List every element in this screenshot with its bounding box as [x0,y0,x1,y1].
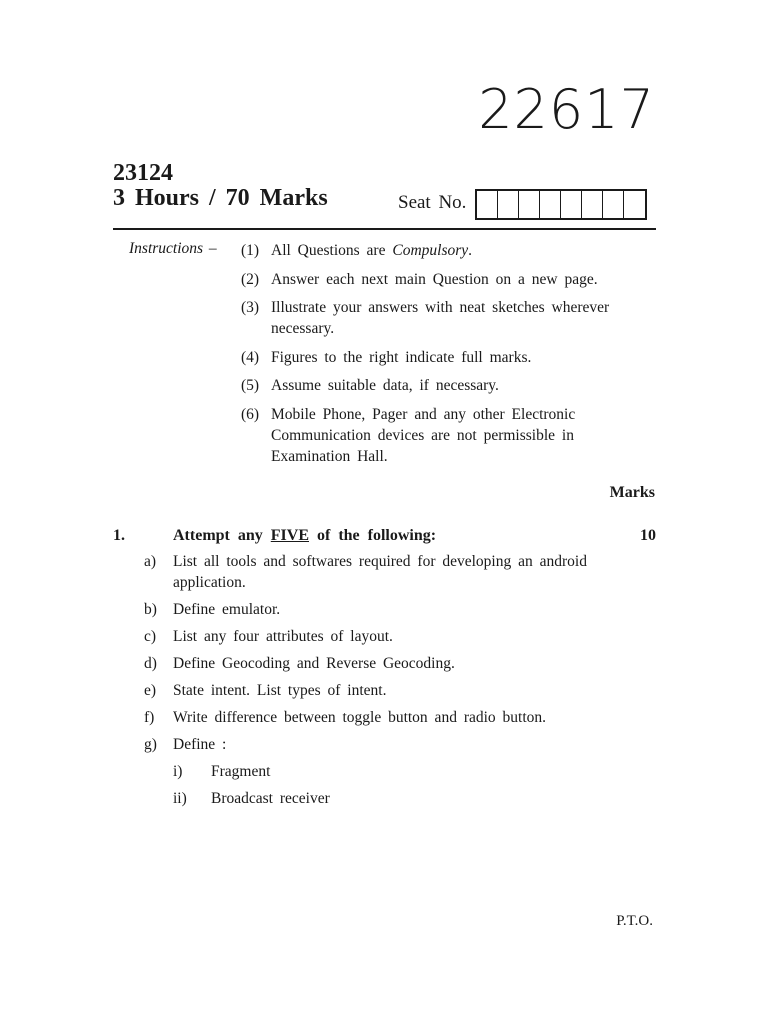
question-part [144,708,618,729]
seat-digit-box[interactable] [561,191,582,218]
question-part [144,681,618,702]
seat-digit-box[interactable] [540,191,561,218]
part-text: Define : [173,735,227,753]
seat-digit-box[interactable] [624,191,645,218]
seat-number-boxes[interactable] [475,189,647,220]
paper-code: 22617 [478,78,655,141]
exam-code: 23124 [113,160,173,186]
question-part [144,552,618,593]
question-heading: Attempt any FIVE of the following: [173,527,437,544]
part-text: Write difference between toggle button and radio button. [173,708,547,726]
subpart-label: i) [173,762,183,780]
instruction-number: (2) [241,270,260,288]
question-part [144,735,618,756]
instruction-item [241,347,633,368]
part-label: b) [144,600,157,618]
question-part [144,654,618,675]
instruction-item [241,404,633,467]
part-label: a) [144,553,157,570]
seat-digit-box[interactable] [519,191,540,218]
instruction-text: Assume suitable data, if necessary. [271,377,499,394]
question-heading-emphasis: FIVE [270,527,309,544]
instruction-text: Illustrate your answers with neat sketches wherever necessary. [271,299,610,337]
instructions-label: Instructions – [129,240,217,257]
question-marks: 10 [640,527,656,544]
seat-digit-box[interactable] [477,191,498,218]
instruction-item [241,240,633,261]
part-text: Define Geocoding and Reverse Geocoding. [173,654,455,672]
instruction-item [241,375,633,396]
seat-digit-box[interactable] [582,191,603,218]
part-text: List any four attributes of layout. [173,627,393,645]
instruction-text: Mobile Phone, Pager and any other Electronic Communication devices are not permissible in Examination Hall. [271,405,576,465]
marks-heading: Marks [609,484,655,501]
instruction-number: (4) [241,348,260,366]
part-label: c) [144,627,157,645]
subpart-text: Broadcast receiver [211,789,330,807]
instruction-number: (6) [241,405,260,423]
duration-marks: 3 Hours / 70 Marks [113,185,328,211]
seat-digit-box[interactable] [603,191,624,218]
question-subpart [144,789,618,810]
instruction-item [241,269,633,290]
part-label: e) [144,681,157,699]
header-divider [113,228,656,230]
instruction-text: Answer each next main Question on a new page. [271,270,598,288]
question-part [144,600,618,621]
part-text: State intent. List types of intent. [173,681,387,699]
instruction-text: All Questions are Compulsory. [271,242,473,259]
instruction-text: Figures to the right indicate full marks. [271,348,532,366]
part-label: g) [144,735,157,753]
please-turn-over: P.T.O. [616,913,653,929]
instruction-number: (1) [241,242,260,259]
question-parts [144,552,618,816]
subpart-label: ii) [173,789,187,807]
question-part [144,627,618,648]
subpart-text: Fragment [211,762,271,780]
seat-number-label: Seat No. [398,192,467,213]
part-text: List all tools and softwares required for developing an android application. [173,553,587,591]
instruction-emphasis: Compulsory [392,242,469,259]
question-subpart [144,762,618,783]
instruction-item [241,297,633,339]
instructions-list [241,240,633,474]
instruction-number: (5) [241,377,260,394]
part-label: d) [144,654,157,672]
instruction-number: (3) [241,299,260,316]
question-number: 1. [113,527,125,544]
part-label: f) [144,708,155,726]
seat-digit-box[interactable] [498,191,519,218]
part-text: Define emulator. [173,600,281,618]
